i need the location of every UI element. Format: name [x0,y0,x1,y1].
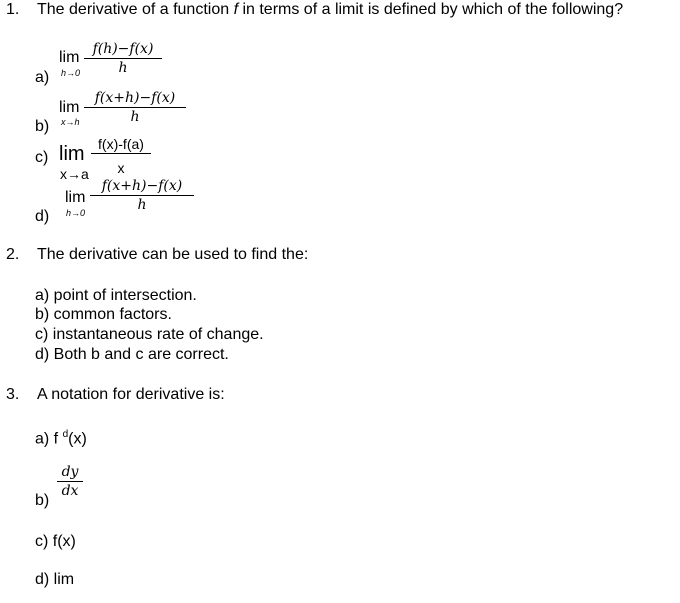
q3-option-a-prefix: a) f [35,430,59,448]
q1-option-c-subscript: x→a [60,166,89,182]
q1-option-d-subscript: h→0 [66,208,86,218]
q3-option-a-superscript: d [62,429,69,440]
q1-option-a-lim: lim [59,49,80,66]
q1-option-d-label: d) [35,208,50,225]
q1-option-c-label: c) [35,149,49,166]
question-1-text-start: The derivative of a function [37,1,234,18]
question-1-text-var: f [233,1,239,18]
q1-option-b-lim: lim [59,99,80,116]
q1-option-d-numerator: f(x+h)−f(x) [101,178,183,194]
q1-option-b-fraction [84,90,186,125]
q1-option-b-numerator: f(x+h)−f(x) [94,90,176,106]
q2-option-b: b) common factors. [35,306,172,323]
q3-option-b-label: b) [35,492,50,509]
q1-option-d-lim: lim [65,189,86,206]
q1-option-c-denominator: x [117,160,125,176]
question-1-text-end: in terms of a limit is defined by which of the following? [238,1,624,18]
q3-option-d: d) lim [35,571,75,588]
q3-option-c: c) f(x) [35,533,76,550]
q1-option-d-fraction [90,178,194,213]
q1-option-a-subscript: h→0 [61,68,81,78]
q1-option-d-denominator: h [137,197,147,213]
q1-option-c-lim: lim [59,143,85,165]
question-1-text [37,1,623,19]
q1-option-a-numerator: f(h)−f(x) [92,41,154,57]
q1-option-c-numerator: f(x)-f(a) [98,136,144,152]
q3-option-a-suffix: (x) [68,430,87,448]
question-3-text: A notation for derivative is: [37,386,225,403]
question-2-number: 2. [6,246,20,263]
q1-option-a-label: a) [35,69,50,86]
q1-option-b-denominator: h [130,109,140,125]
question-2-text: The derivative can be used to find the: [37,246,309,263]
q1-option-a-fraction [84,41,162,76]
question-3-number: 3. [6,386,20,403]
q1-option-a-denominator: h [118,60,128,76]
q3-option-b-numerator: dy [61,464,79,480]
q3-option-b-fraction [57,464,83,499]
q2-option-d: d) Both b and c are correct. [35,346,229,363]
q3-option-b-denominator: dx [61,483,79,499]
question-1-number: 1. [6,1,20,18]
q1-option-b-subscript: x→h [61,117,80,127]
q1-option-c-fraction [91,136,151,176]
q2-option-a: a) point of intersection. [35,287,197,304]
q2-option-c: c) instantaneous rate of change. [35,326,264,343]
q1-option-b-label: b) [35,118,50,135]
q3-option-a [35,426,87,448]
